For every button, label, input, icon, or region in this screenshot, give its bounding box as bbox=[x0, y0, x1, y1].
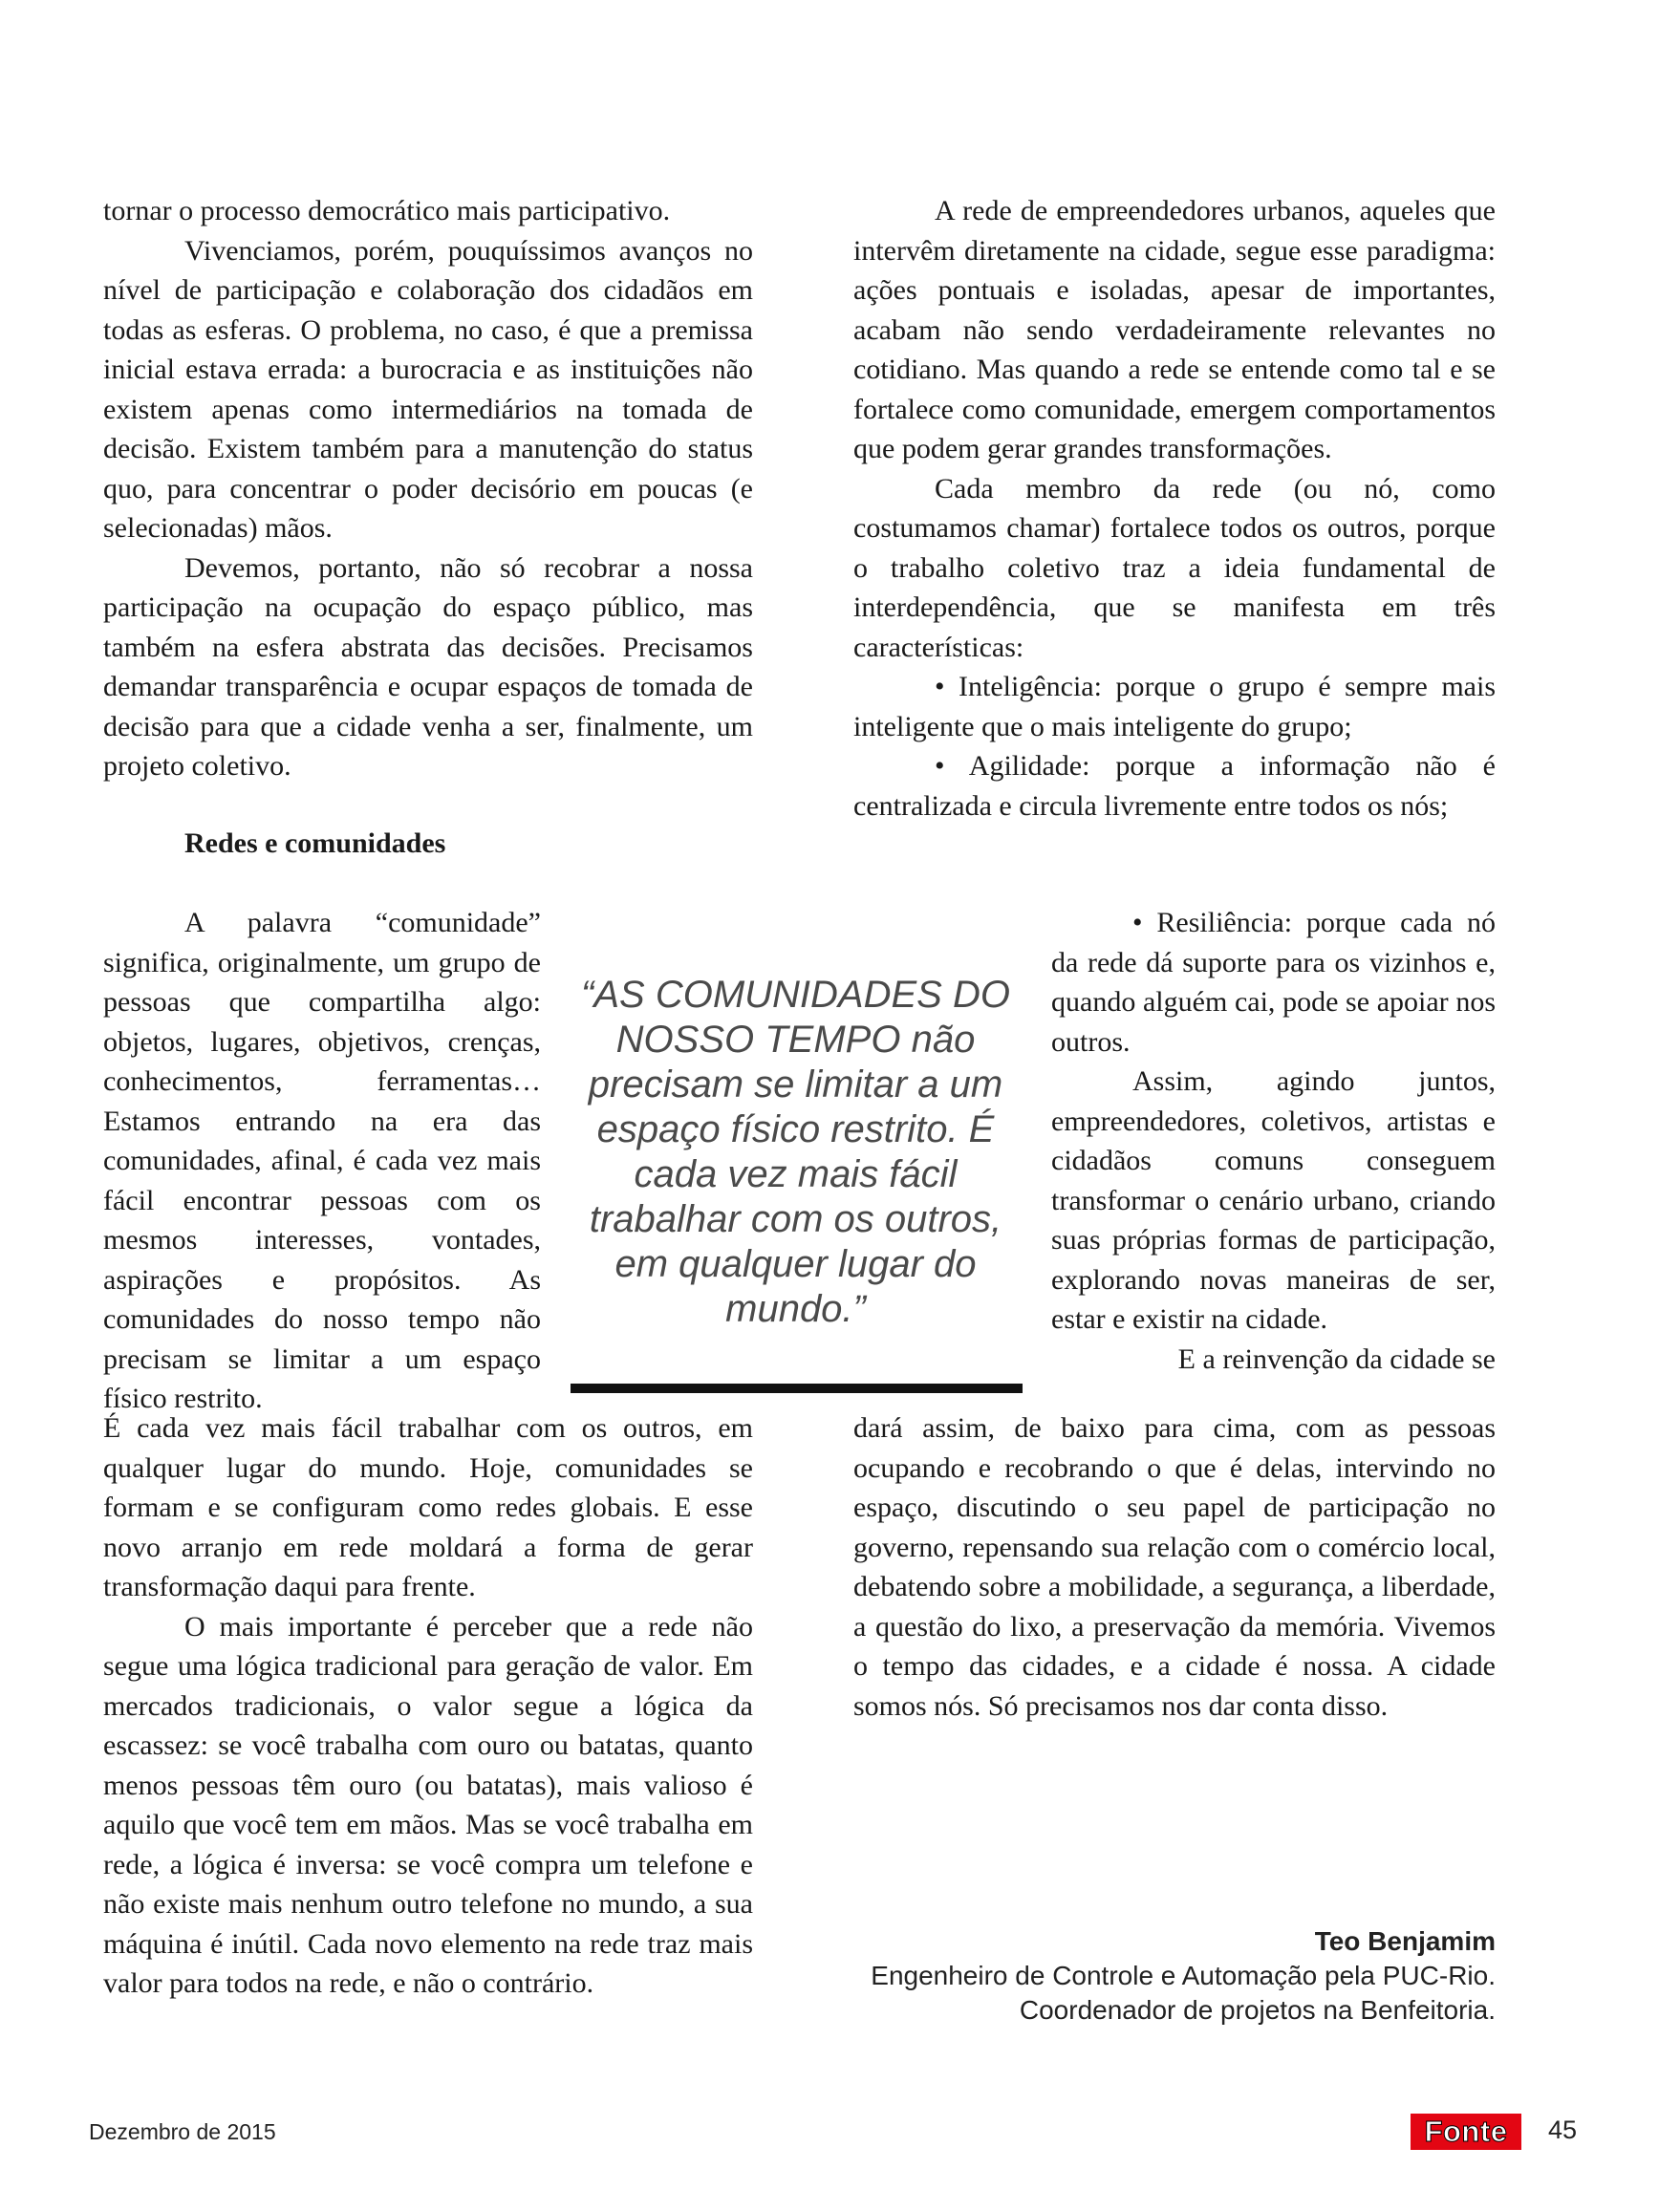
paragraph: E a reinvenção da cidade se bbox=[1177, 1342, 1496, 1375]
list-item: • Inteligência: porque o grupo é sempre mais inteligente que o mais inteligente do grupo; bbox=[853, 671, 1496, 742]
magazine-logo bbox=[1411, 2114, 1521, 2150]
paragraph: Cada membro da rede (ou nó, como costumamos chamar) fortalece todos os outros, porque o trabalho coletivo traz a ideia fundamental de interdependência, que se manifesta em três características: bbox=[853, 472, 1496, 663]
author-bio: Engenheiro de Controle e Automação pela PUC-Rio. Coordenador de projetos na Benfeitoria. bbox=[871, 1961, 1496, 2025]
magazine-logo-text: Fonte bbox=[1424, 2115, 1508, 2148]
paragraph: É cada vez mais fácil trabalhar com os outros, em qualquer lugar do mundo. Hoje, comunidades se formam e se configuram como redes globais. E esse novo arranjo em rede moldará a forma de gerar transformação daqui para frente. bbox=[103, 1412, 753, 1602]
paragraph: Assim, agindo juntos, empreendedores, coletivos, artistas e cidadãos comuns conseguem transformar o cenário urbano, criando suas próprias formas de participação, explorando novas maneiras de ser, estar e existir na cidade. bbox=[1051, 1065, 1496, 1335]
paragraph: tornar o processo democrático mais participativo. bbox=[103, 195, 671, 226]
left-column-narrow bbox=[103, 903, 541, 1419]
list-item: • Agilidade: porque a informação não é centralizada e circula livremente entre todos os nós; bbox=[853, 750, 1496, 822]
paragraph: O mais importante é perceber que a rede não segue uma lógica tradicional para geração de valor. Em mercados tradicionais, o valor segue a lógica da escassez: se você trabalha com ouro ou batatas, quanto menos pessoas têm ouro (ou batatas), mais valioso é aquilo que você tem em mãos. Mas se você trabalha em rede, a lógica é inversa: se você compra um telefone e não existe mais nenhum outro telefone no mundo, a sua máquina é inútil. Cada novo elemento na rede traz mais valor para todos na rede, e não o contrário. bbox=[103, 1610, 753, 1999]
right-column-bottom bbox=[853, 1408, 1496, 1726]
author-name: Teo Benjamim bbox=[1314, 1926, 1496, 1956]
page-number: 45 bbox=[1548, 2115, 1578, 2144]
paragraph: A palavra “comunidade” significa, originalmente, um grupo de pessoas que compartilha algo: objetos, lugares, objetivos, crenças, conhecimentos, ferramentas… Estamos entrando na era das comunidades, afinal, é cada vez mais fácil encontrar pessoas com os mesmos interesses, vontades, aspirações e propósitos. As comunidades do nosso tempo não precisam se limitar a um espaço físico restrito. bbox=[103, 907, 541, 1414]
paragraph: dará assim, de baixo para cima, com as pessoas ocupando e recobrando o que é delas, intervindo no espaço, discutindo o seu papel de participação no governo, repensando sua relação com o comércio local, debatendo sobre a mobilidade, a segurança, a liberdade, a questão do lixo, a preservação da memória. Vivemos o tempo das cidades, e a cidade é nossa. A cidade somos nós. Só precisamos nos dar conta disso. bbox=[853, 1412, 1496, 1722]
paragraph: Devemos, portanto, não só recobrar a nossa participação na ocupação do espaço público, mas também na esfera abstrata das decisões. Precisamos demandar transparência e ocupar espaços de tomada de decisão para que a cidade venha a ser, finalmente, um projeto coletivo. bbox=[103, 551, 753, 782]
pull-quote-rest: não precisam se limitar a um espaço físico restrito. É cada vez mais fácil trabalhar com os outros, em qualquer lugar do mundo.” bbox=[588, 1019, 1003, 1330]
pull-quote-upper: “AS COMUNIDADES DO NOSSO TEMPO bbox=[581, 974, 1010, 1061]
pull-quote bbox=[573, 973, 1018, 1332]
left-column-bottom bbox=[103, 1408, 753, 2004]
pull-quote-rule bbox=[571, 1384, 1023, 1393]
list-item: • Resiliência: porque cada nó da rede dá suporte para os vizinhos e, quando alguém cai, pode se apoiar nos outros. bbox=[1051, 907, 1496, 1058]
right-column-narrow bbox=[1051, 903, 1496, 1379]
paragraph: A rede de empreendedores urbanos, aqueles que intervêm diretamente na cidade, segue esse paradigma: ações pontuais e isoladas, apesar de importantes, acabam não sendo verdadeiramente relevantes no cotidiano. Mas quando a rede se entende como tal e se fortalece como comunidade, emergem comportamentos que podem gerar grandes transformações. bbox=[853, 195, 1496, 464]
paragraph: Vivenciamos, porém, pouquíssimos avanços no nível de participação e colaboração dos cidadãos em todas as esferas. O problema, no caso, é que a premissa inicial estava errada: a burocracia e as instituições não existem apenas como intermediários na tomada de decisão. Existem também para a manutenção do status quo, para concentrar o poder decisório em poucas (e selecionadas) mãos. bbox=[103, 234, 753, 544]
section-heading: Redes e comunidades bbox=[184, 827, 446, 859]
footer-date: Dezembro de 2015 bbox=[89, 2119, 276, 2144]
left-column-top bbox=[103, 191, 753, 786]
author-byline bbox=[853, 1924, 1496, 2028]
right-column-top bbox=[853, 191, 1496, 826]
